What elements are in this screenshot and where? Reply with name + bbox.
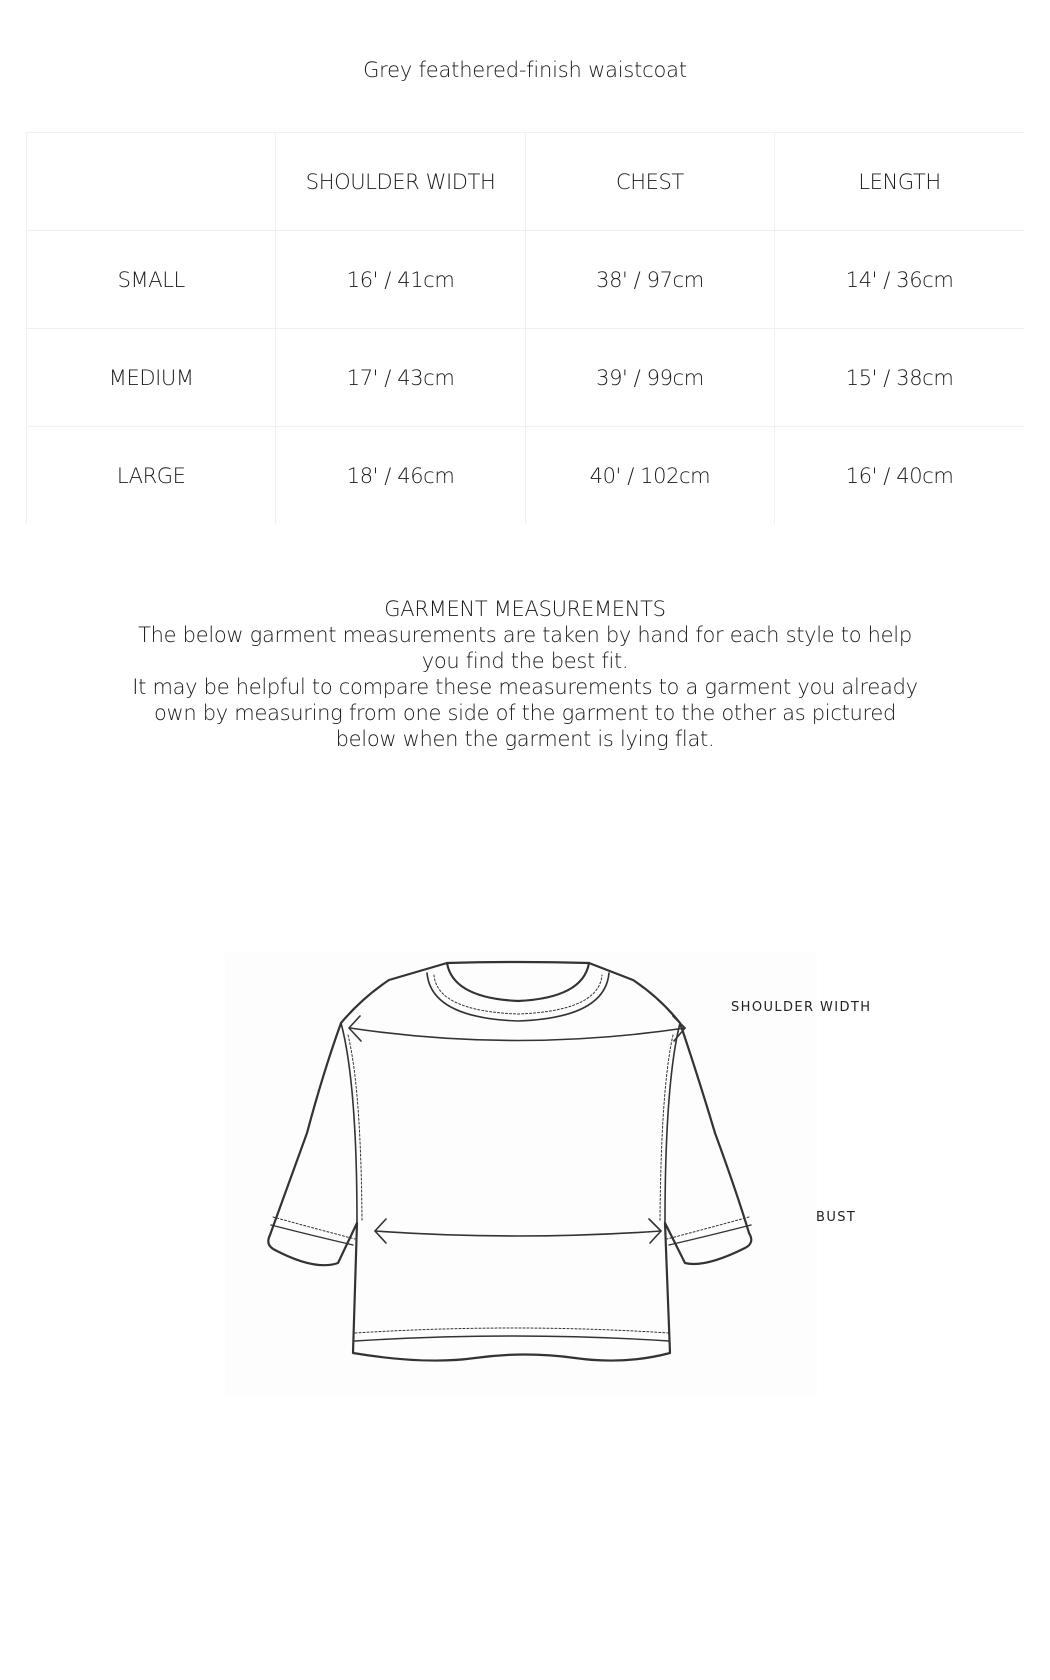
shoulder-value: 18' / 46cm <box>276 427 525 525</box>
table-header-cell: LENGTH <box>775 133 1024 231</box>
table-row <box>27 427 1025 525</box>
garment-diagram <box>225 953 817 1396</box>
length-value: 15' / 38cm <box>775 329 1024 427</box>
table-row <box>27 329 1025 427</box>
table-row <box>27 231 1025 329</box>
table-header-cell <box>27 133 276 231</box>
guide-paragraph: It may be helpful to compare these measurements to a garment you already own by measuring from one side of the garment to the other as pictured below when the garment is lying flat. <box>132 675 918 751</box>
size-label: MEDIUM <box>27 329 276 427</box>
size-label: SMALL <box>27 231 276 329</box>
table-header-cell: SHOULDER WIDTH <box>276 133 525 231</box>
table-header-cell: CHEST <box>525 133 774 231</box>
tshirt-flat-measurement-icon <box>225 953 817 1396</box>
bust-label: BUST <box>816 1210 857 1225</box>
size-label: LARGE <box>27 427 276 525</box>
shoulder-width-label: SHOULDER WIDTH <box>731 1000 872 1015</box>
guide-heading: GARMENT MEASUREMENTS <box>384 597 666 621</box>
table-header-row <box>27 133 1025 231</box>
measurement-guide <box>130 596 920 752</box>
chest-value: 38' / 97cm <box>525 231 774 329</box>
size-chart-table <box>26 132 1024 524</box>
guide-paragraph: The below garment measurements are taken by hand for each style to help you find the best fit. <box>138 623 912 673</box>
shoulder-value: 16' / 41cm <box>276 231 525 329</box>
length-value: 14' / 36cm <box>775 231 1024 329</box>
shoulder-value: 17' / 43cm <box>276 329 525 427</box>
chest-value: 40' / 102cm <box>525 427 774 525</box>
chest-value: 39' / 99cm <box>525 329 774 427</box>
length-value: 16' / 40cm <box>845 463 954 488</box>
product-title: Grey feathered-finish waistcoat <box>363 58 687 82</box>
